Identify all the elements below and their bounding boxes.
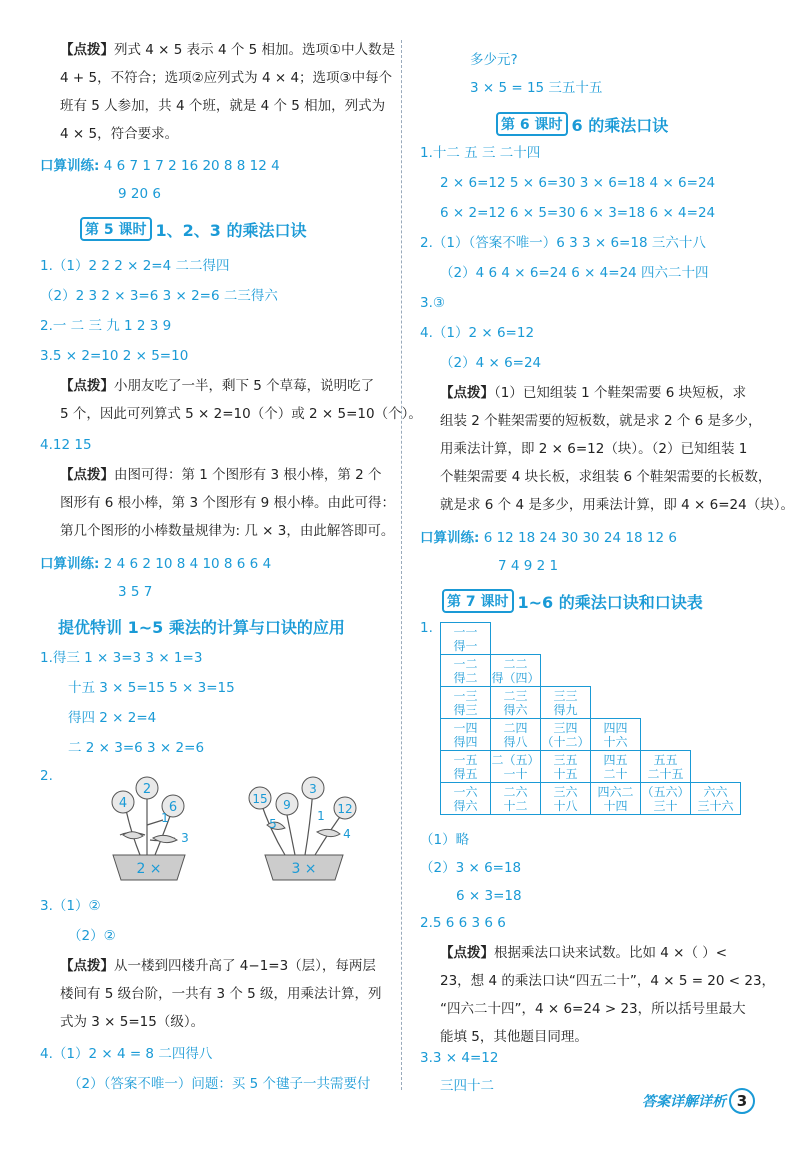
- intro-note-line: 班有 5 人参加，共 4 个班，就是 4 个 5 相加，列式为: [60, 98, 386, 114]
- table-row: [441, 623, 741, 655]
- table-cell: [491, 719, 541, 751]
- table-cell: [541, 751, 591, 783]
- petal-number: 3: [309, 782, 317, 796]
- table-row: [441, 719, 741, 751]
- empty-cell: [691, 751, 741, 783]
- cell-line: 一六: [453, 784, 478, 799]
- cell-line: 一一: [453, 624, 478, 639]
- table-cell: [491, 751, 541, 783]
- cell-line: 得一: [453, 638, 478, 653]
- l5-q3-note: 5 个，因此可列算式 5 × 2=10（个）或 2 × 5=10（个）。: [60, 406, 422, 422]
- l7-note: 【点拨】根据乘法口诀来试数。比如 4 ×（ ）<: [440, 945, 728, 961]
- special-training-title: 提优特训 1~5 乘法的计算与口诀的应用: [58, 618, 345, 637]
- oral-training: 口算训练: 2 4 6 2 10 8 4 10 8 6 6 4: [40, 556, 272, 572]
- table-cell: [491, 783, 541, 815]
- leaf-number: 1: [161, 811, 169, 825]
- pot-label: 2 ×: [136, 861, 162, 877]
- cell-line: 二六: [503, 784, 528, 799]
- cell-line: 得六: [453, 798, 478, 813]
- table-cell: [491, 687, 541, 719]
- leaf-number: 4: [343, 827, 351, 841]
- flower-pot-figure-2: [235, 770, 375, 885]
- l7-q1: 1.: [420, 620, 433, 636]
- petal-number: 15: [252, 792, 268, 806]
- table-cell: [641, 783, 691, 815]
- cell-line: 十二: [503, 798, 528, 813]
- sp-q2: 2.: [40, 768, 53, 784]
- l7-q3b: 三四十二: [440, 1078, 494, 1094]
- cell-line: 十四: [603, 798, 628, 813]
- l6-note: 组装 2 个鞋架需要的短板数，就是求 2 个 6 是多少，: [440, 413, 762, 429]
- pot-label: 3 ×: [291, 861, 317, 877]
- l6-q3: 3.③: [420, 295, 445, 311]
- sp-q1d: 二 2 × 3=6 3 × 2=6: [68, 740, 205, 756]
- table-cell: [441, 719, 491, 751]
- cell-line: 四五: [603, 752, 628, 767]
- leaf-number: 5: [269, 817, 277, 831]
- table-cell: [441, 783, 491, 815]
- cell-line: 一二: [453, 656, 478, 671]
- cell-line: 五五: [653, 752, 678, 767]
- cell-line: 得（四）: [491, 670, 540, 685]
- table-cell: [691, 783, 741, 815]
- cell-line: 三三: [553, 688, 578, 703]
- empty-cell: [641, 655, 691, 687]
- l5-q2: 2.一 二 三 九 1 2 3 9: [40, 318, 172, 334]
- cell-line: 二十五: [647, 766, 684, 781]
- cell-line: 得九: [553, 702, 578, 717]
- empty-cell: [641, 687, 691, 719]
- l7-q2: 2.5 6 6 3 6 6: [420, 915, 506, 931]
- cell-line: 二（五）: [491, 752, 540, 767]
- table-cell: [541, 719, 591, 751]
- cont-line: 3 × 5 = 15 三五十五: [470, 80, 603, 96]
- sp-q1c: 得四 2 × 2=4: [68, 710, 157, 726]
- l6-q4a: 4.（1）2 × 6=12: [420, 325, 535, 341]
- cell-line: 四四: [603, 720, 628, 735]
- cell-line: 一五: [453, 752, 478, 767]
- oral-training-line2: 7 4 9 2 1: [498, 558, 559, 574]
- table-row: [441, 687, 741, 719]
- lesson7-heading: [442, 589, 703, 613]
- petal-number: 4: [118, 796, 128, 811]
- sp-q1b: 十五 3 × 5=15 5 × 3=15: [68, 680, 235, 696]
- cell-line: 得二: [453, 670, 478, 685]
- leaf-number: 1: [317, 809, 325, 823]
- l6-note: 【点拨】（1）已知组装 1 个鞋架需要 6 块短板，求: [440, 385, 747, 401]
- lesson6-tag: 第 6 课时: [496, 112, 568, 136]
- table-cell: [441, 751, 491, 783]
- l6-q1b: 2 × 6=12 5 × 6=30 3 × 6=18 4 × 6=24: [440, 175, 716, 191]
- l6-q1a: 1.十二 五 三 二十四: [420, 145, 541, 161]
- sp-q3-note: 楼间有 5 级台阶，一共有 3 个 5 级，用乘法计算，列: [60, 986, 382, 1002]
- cont-line: 多少元?: [470, 52, 518, 68]
- empty-cell: [591, 623, 641, 655]
- footer-label: 答案详解详析: [642, 1094, 726, 1110]
- cell-line: 二十: [603, 766, 628, 781]
- intro-note-line: 4 × 5，符合要求。: [60, 126, 179, 142]
- petal-number: 2: [142, 782, 152, 797]
- sp-q3-note: 【点拨】从一楼到四楼升高了 4−1=3（层），每两层: [60, 958, 376, 974]
- empty-cell: [691, 623, 741, 655]
- table-cell: [491, 655, 541, 687]
- empty-cell: [641, 623, 691, 655]
- l7-q1-3: 6 × 3=18: [456, 888, 522, 904]
- empty-cell: [591, 687, 641, 719]
- table-cell: [441, 623, 491, 655]
- empty-cell: [691, 719, 741, 751]
- table-row: [441, 783, 741, 815]
- l6-q1c: 6 × 2=12 6 × 5=30 6 × 3=18 6 × 4=24: [440, 205, 716, 221]
- sp-q1a: 1.得三 1 × 3=3 3 × 1=3: [40, 650, 203, 666]
- sp-q4b: （2）（答案不唯一）问题：买 5 个毽子一共需要付: [68, 1076, 371, 1092]
- l6-q4b: （2）4 × 6=24: [440, 355, 542, 371]
- cell-line: 三十六: [697, 798, 734, 813]
- cell-line: 三六: [553, 784, 578, 799]
- page-number: 3: [729, 1088, 755, 1114]
- cell-line: 二三: [503, 688, 528, 703]
- lesson7-tag: 第 7 课时: [442, 589, 514, 613]
- l7-note: 23，想 4 的乘法口诀“四五二十”，4 × 5 = 20 < 23，: [440, 973, 776, 989]
- oral-training-line2: 9 20 6: [118, 186, 161, 202]
- sp-q4a: 4.（1）2 × 4 = 8 二四得八: [40, 1046, 213, 1062]
- lesson6-heading: [496, 112, 668, 136]
- flower-pot-figure-1: [85, 770, 215, 885]
- multiplication-table: [440, 622, 741, 815]
- table-cell: [591, 783, 641, 815]
- cell-line: 四六二: [597, 784, 634, 799]
- oral-training-line2: 3 5 7: [118, 584, 153, 600]
- empty-cell: [491, 623, 541, 655]
- lesson5-heading: [80, 217, 306, 241]
- cell-line: 得四: [453, 734, 478, 749]
- cell-line: 得三: [453, 702, 478, 717]
- table-cell: [541, 783, 591, 815]
- cell-line: 一三: [453, 688, 478, 703]
- petal-number: 6: [168, 800, 178, 815]
- sp-q3a: 3.（1）②: [40, 898, 101, 914]
- cell-line: 三四: [553, 720, 578, 735]
- table-cell: [541, 687, 591, 719]
- l5-q4: 4.12 15: [40, 437, 92, 453]
- empty-cell: [691, 655, 741, 687]
- page-footer: [642, 1088, 755, 1114]
- l7-note: “四六二十四”，4 × 6=24 > 23，所以括号里最大: [440, 1001, 746, 1017]
- cell-line: 二四: [503, 720, 528, 735]
- sp-q3b: （2）②: [68, 928, 116, 944]
- leaf-number: 3: [181, 831, 189, 845]
- petal-number: 12: [337, 802, 353, 816]
- intro-note-line: 4 + 5，不符合；选项②应列式为 4 × 4；选项③中每个: [60, 70, 393, 86]
- table-cell: [441, 687, 491, 719]
- l5-q4-note: 第几个图形的小棒数量规律为: 几 × 3，由此解答即可。: [60, 523, 395, 539]
- empty-cell: [691, 687, 741, 719]
- lesson6-title: 6 的乘法口诀: [571, 115, 669, 135]
- table-row: [441, 751, 741, 783]
- l5-q4-note: 图形有 6 根小棒，第 3 个图形有 9 根小棒。由此可得：: [60, 495, 396, 511]
- table-row: [441, 655, 741, 687]
- lesson5-tag: 第 5 课时: [80, 217, 152, 241]
- l6-q2a: 2.（1）（答案不唯一）6 3 3 × 6=18 三六十八: [420, 235, 706, 251]
- cell-line: 三十: [653, 798, 678, 813]
- l5-q1b: （2）2 3 2 × 3=6 3 × 2=6 二三得六: [40, 288, 278, 304]
- petal-number: 9: [283, 798, 291, 812]
- l6-note: 用乘法计算，即 2 × 6=12（块）。（2）已知组装 1: [440, 441, 748, 457]
- l7-note: 能填 5，其他题目同理。: [440, 1029, 588, 1045]
- l5-q3: 3.5 × 2=10 2 × 5=10: [40, 348, 189, 364]
- lesson7-title: 1~6 的乘法口诀和口诀表: [517, 592, 703, 612]
- oral-training: 口算训练: 6 12 18 24 30 30 24 18 12 6: [420, 530, 677, 546]
- cell-line: 一四: [453, 720, 478, 735]
- cell-line: 二二: [503, 656, 528, 671]
- cell-line: 三五: [553, 752, 578, 767]
- table-cell: [591, 719, 641, 751]
- l7-q1-2: （2）3 × 6=18: [420, 860, 522, 876]
- empty-cell: [641, 719, 691, 751]
- cell-line: 十八: [553, 798, 578, 813]
- cell-line: 十六: [603, 734, 628, 749]
- oral-training: 口算训练: 4 6 7 1 7 2 16 20 8 8 12 4: [40, 158, 280, 174]
- cell-line: 得八: [503, 734, 528, 749]
- cell-line: 六六: [703, 784, 728, 799]
- cell-line: （十二）: [541, 734, 590, 749]
- cell-line: 得五: [453, 766, 478, 781]
- cell-line: 得六: [503, 702, 528, 717]
- l6-note: 就是求 6 个 4 是多少，用乘法计算，即 4 × 6=24（块）。: [440, 497, 794, 513]
- l5-q1a: 1.（1）2 2 2 × 2=4 二二得四: [40, 258, 230, 274]
- l5-q3-note: 【点拨】小朋友吃了一半，剩下 5 个草莓，说明吃了: [60, 378, 375, 394]
- l6-q2b: （2）4 6 4 × 6=24 6 × 4=24 四六二十四: [440, 265, 709, 281]
- empty-cell: [541, 623, 591, 655]
- sp-q3-note: 式为 3 × 5=15（级）。: [60, 1014, 205, 1030]
- table-cell: [641, 751, 691, 783]
- table-cell: [591, 751, 641, 783]
- l5-q4-note: 【点拨】由图可得：第 1 个图形有 3 根小棒，第 2 个: [60, 467, 382, 483]
- cell-line: 十五: [553, 766, 578, 781]
- lesson5-title: 1、2、3 的乘法口诀: [155, 220, 307, 240]
- empty-cell: [591, 655, 641, 687]
- cell-line: （五六）: [641, 784, 690, 799]
- empty-cell: [541, 655, 591, 687]
- table-cell: [441, 655, 491, 687]
- l7-q3a: 3.3 × 4=12: [420, 1050, 499, 1066]
- l7-q1-1: （1）略: [420, 832, 470, 848]
- intro-note-line: 【点拨】列式 4 × 5 表示 4 个 5 相加。选项①中人数是: [60, 42, 396, 58]
- column-divider: [401, 40, 402, 1090]
- l6-note: 个鞋架需要 4 块长板，求组装 6 个鞋架需要的长板数，: [440, 469, 772, 485]
- cell-line: 一十: [503, 766, 528, 781]
